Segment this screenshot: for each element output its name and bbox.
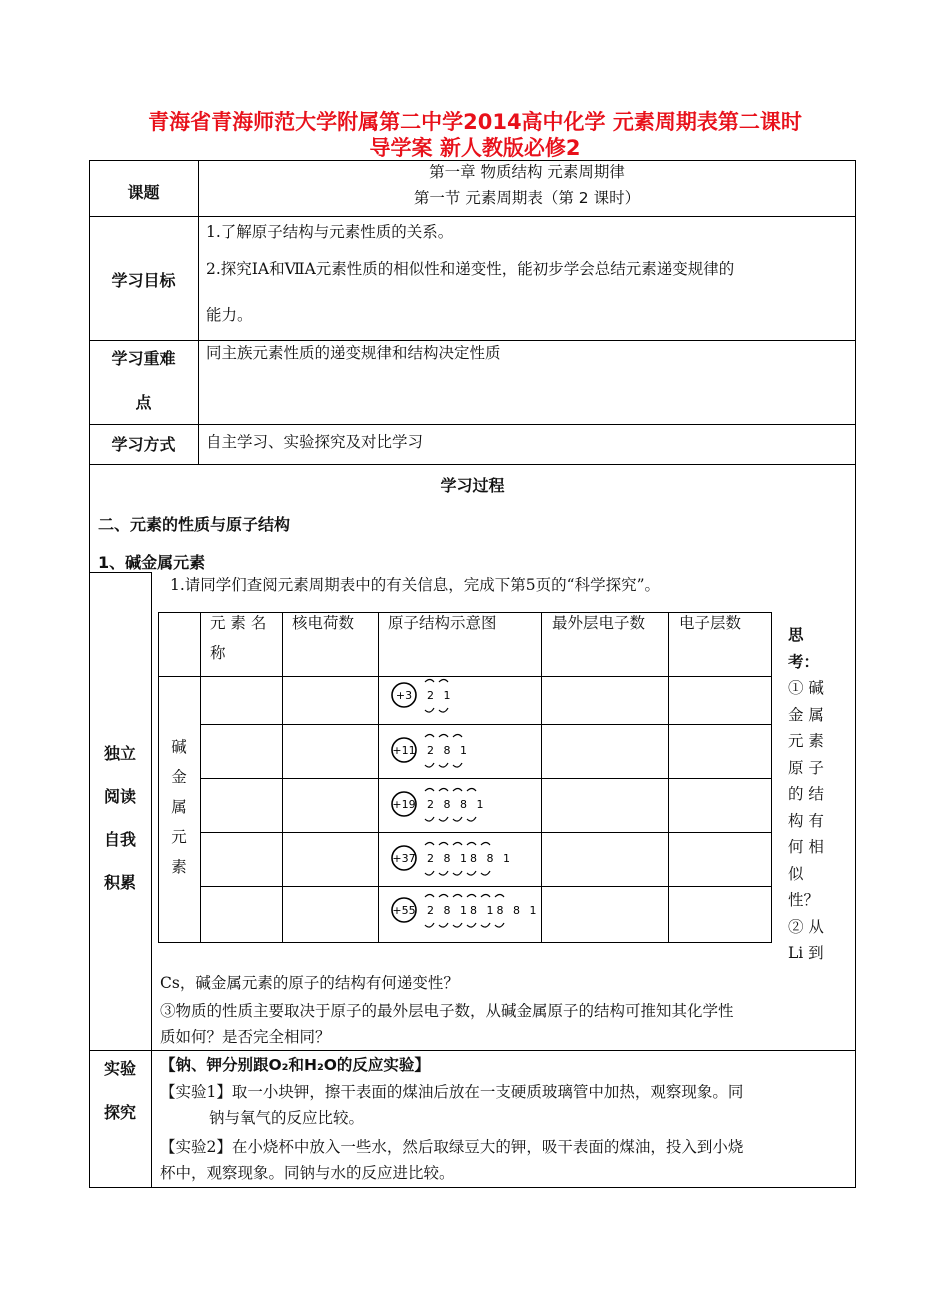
shell-arc-top bbox=[439, 895, 448, 898]
document-title-line1: 青海省青海师范大学附属第二中学2014高中化学 元素周期表第二课时 bbox=[148, 110, 802, 134]
shell-arc-bottom bbox=[453, 763, 462, 767]
nucleus-label: +55 bbox=[392, 904, 416, 917]
row-divider bbox=[200, 724, 772, 725]
group-label: 碱 金 属 元 素 bbox=[171, 738, 187, 876]
section-heading: 二、元素的性质与原子结构 bbox=[98, 515, 291, 534]
shell-arc-top bbox=[425, 895, 434, 898]
experiment-1: 【实验1】取一小块钾，擦干表面的煤油后放在一支硬质玻璃管中加热，观察现象。同 bbox=[160, 1083, 744, 1101]
shell-arc-top bbox=[425, 843, 434, 846]
experiment-2-cont: 杯中，观察现象。同钠与水的反应进比较。 bbox=[160, 1164, 455, 1182]
question-2-tail: Cs，碱金属元素的原子的结构有何递变性？ bbox=[160, 974, 459, 992]
reading-label: 独立 阅读 自我 积累 bbox=[103, 744, 136, 892]
shell-arc-top bbox=[453, 895, 462, 898]
shell-arc-bottom bbox=[439, 817, 448, 821]
experiment-label: 实验 bbox=[103, 1059, 136, 1078]
method-label: 学习方式 bbox=[111, 435, 176, 454]
shell-arc-top bbox=[481, 895, 490, 898]
row-divider bbox=[89, 424, 856, 425]
shell-arc-bottom bbox=[439, 923, 448, 927]
shell-arc-top bbox=[425, 735, 434, 738]
experiment-label-cont: 探究 bbox=[103, 1103, 136, 1122]
shell-arc-top bbox=[425, 680, 434, 683]
goal-item-2-cont: 能力。 bbox=[206, 306, 253, 324]
shell-electrons: 2 8 18 18 8 1 bbox=[427, 904, 540, 917]
goal-label: 学习目标 bbox=[111, 271, 176, 290]
shell-electrons: 2 8 18 8 1 bbox=[427, 852, 513, 865]
key-point-label: 学习重难 bbox=[111, 349, 176, 368]
experiment-1-cont: 钠与氧气的反应比较。 bbox=[209, 1109, 365, 1127]
shell-electrons: 2 8 1 bbox=[427, 744, 470, 757]
row-divider bbox=[200, 832, 772, 833]
shell-arc-bottom bbox=[425, 871, 434, 875]
shell-arc-top bbox=[439, 735, 448, 738]
shell-arc-bottom bbox=[439, 708, 448, 712]
shell-arc-top bbox=[481, 843, 490, 846]
subsection-heading: 1、碱金属元素 bbox=[98, 553, 206, 572]
key-point-text: 同主族元素性质的递变规律和结构决定性质 bbox=[206, 344, 501, 362]
shell-arc-bottom bbox=[467, 871, 476, 875]
row-divider bbox=[200, 886, 772, 887]
header-shell-count: 电子层数 bbox=[679, 614, 742, 632]
topic-label: 课题 bbox=[127, 183, 160, 202]
goal-item-1: 1.了解原子结构与元素性质的关系。 bbox=[206, 223, 454, 241]
header-outer-electrons: 最外层电子数 bbox=[552, 614, 646, 632]
shell-electrons: 2 8 8 1 bbox=[427, 798, 487, 811]
shell-arc-top bbox=[467, 895, 476, 898]
shell-arc-top bbox=[495, 895, 504, 898]
row-divider bbox=[89, 216, 856, 217]
sodium-structure-diagram bbox=[383, 731, 523, 769]
header-structure-diagram: 原子结构示意图 bbox=[388, 614, 497, 632]
column-divider bbox=[151, 572, 152, 1188]
row-divider bbox=[89, 340, 856, 341]
rubidium-structure-diagram bbox=[383, 839, 523, 877]
row-divider bbox=[89, 464, 856, 465]
shell-arc-bottom bbox=[481, 871, 490, 875]
shell-arc-bottom bbox=[453, 871, 462, 875]
experiment-2: 【实验2】在小烧杯中放入一些水，然后取绿豆大的钾，吸干表面的煤油，投入到小烧 bbox=[160, 1138, 744, 1156]
shell-arc-bottom bbox=[425, 708, 434, 712]
goal-item-2: 2.探究ⅠA和ⅦA元素性质的相似性和递变性，能初步学会总结元素递变规律的 bbox=[206, 260, 735, 278]
key-point-label-cont: 点 bbox=[135, 393, 152, 412]
row-divider bbox=[200, 778, 772, 779]
topic-section: 第一节 元素周期表（第 2 课时） bbox=[413, 189, 641, 207]
shell-arc-bottom bbox=[453, 923, 462, 927]
shell-arc-bottom bbox=[425, 817, 434, 821]
think-questions: 思 考： ① 碱 金 属 元 素 原 子 的 结 构 有 何 相 似 性？ ② 从 Li 到 bbox=[788, 626, 824, 962]
row-divider bbox=[89, 1050, 856, 1051]
shell-arc-top bbox=[439, 789, 448, 792]
potassium-structure-diagram bbox=[383, 785, 523, 823]
question-3: ③物质的性质主要取决于原子的最外层电子数，从碱金属原子的结构可推知其化学性 bbox=[160, 1002, 734, 1020]
lithium-structure-diagram bbox=[383, 676, 523, 714]
document-title-line2: 导学案 新人教版必修2 bbox=[369, 136, 581, 160]
method-text: 自主学习、实验探究及对比学习 bbox=[206, 433, 424, 451]
topic-chapter: 第一章 物质结构 元素周期律 bbox=[429, 163, 625, 181]
shell-arc-top bbox=[439, 680, 448, 683]
shell-arc-top bbox=[439, 843, 448, 846]
nucleus-label: +19 bbox=[392, 798, 416, 811]
shell-arc-bottom bbox=[425, 923, 434, 927]
shell-arc-bottom bbox=[425, 763, 434, 767]
shell-arc-top bbox=[453, 789, 462, 792]
shell-arc-top bbox=[453, 735, 462, 738]
header-element-name-cont: 称 bbox=[210, 644, 226, 662]
shell-arc-bottom bbox=[467, 817, 476, 821]
shell-arc-top bbox=[453, 843, 462, 846]
shell-electrons: 2 1 bbox=[427, 689, 454, 702]
process-title: 学习过程 bbox=[440, 476, 505, 495]
question-3-cont: 质如何？是否完全相同？ bbox=[160, 1028, 331, 1046]
instruction-text: 1.请同学们查阅元素周期表中的有关信息，完成下第5页的“科学探究”。 bbox=[170, 576, 661, 594]
experiment-heading: 【钠、钾分别跟O₂和H₂O的反应实验】 bbox=[160, 1056, 430, 1074]
cesium-structure-diagram bbox=[383, 891, 540, 929]
nucleus-label: +3 bbox=[395, 689, 413, 702]
shell-arc-bottom bbox=[467, 923, 476, 927]
header-element-name: 元 素 名 bbox=[210, 614, 267, 632]
shell-arc-top bbox=[467, 843, 476, 846]
shell-arc-top bbox=[425, 789, 434, 792]
nucleus-label: +11 bbox=[392, 744, 416, 757]
shell-arc-bottom bbox=[495, 923, 504, 927]
shell-arc-bottom bbox=[481, 923, 490, 927]
shell-arc-bottom bbox=[453, 817, 462, 821]
header-nuclear-charge: 核电荷数 bbox=[292, 614, 355, 632]
shell-arc-top bbox=[467, 789, 476, 792]
shell-arc-bottom bbox=[439, 871, 448, 875]
shell-arc-bottom bbox=[439, 763, 448, 767]
nucleus-label: +37 bbox=[392, 852, 416, 865]
